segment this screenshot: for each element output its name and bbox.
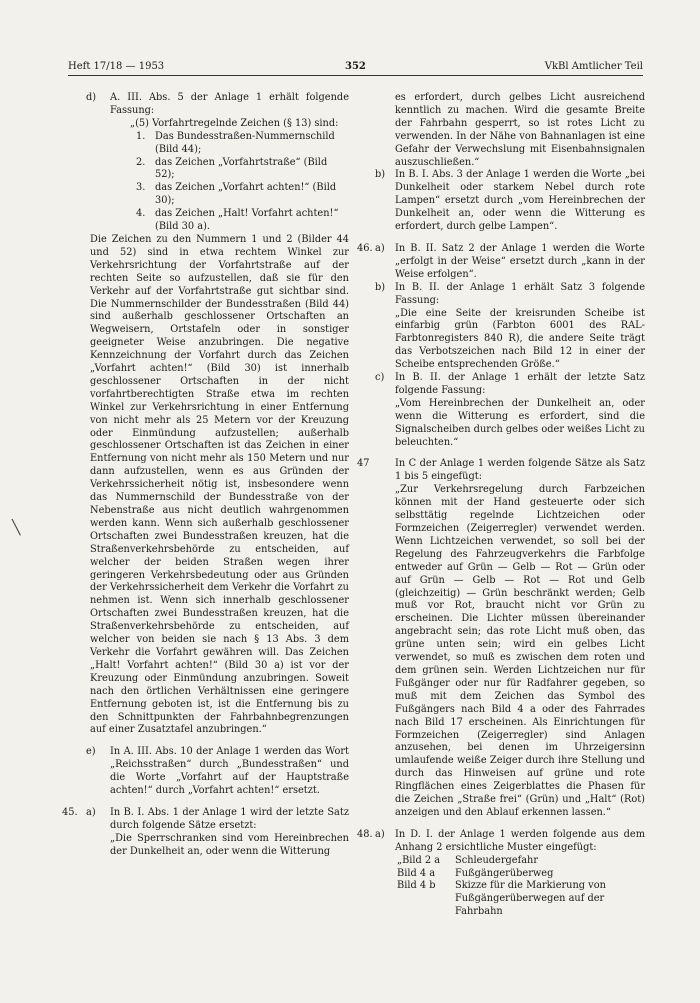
section-47-text: In C der Anlage 1 werden folgende Sätze als Satz 1 bis 5 eingefügt: <box>395 458 645 483</box>
item-d <box>62 92 349 118</box>
item-e-text: In A. III. Abs. 10 der Anlage 1 werden das Wort „Reichsstraßen“ durch „Bundesstraßen“ und die Worte „Vorfahrt auf der Hauptstraße achten!“ durch „Vorfahrt achten!“ ersetzt. <box>110 746 349 797</box>
left-column <box>62 92 349 859</box>
list-item: 4. das Zeichen „Halt! Vorfahrt achten!“ (Bild 30 a). <box>136 208 339 233</box>
section-48-number: 48. <box>357 828 373 840</box>
section-48 <box>357 829 645 855</box>
item-46a-text: In B. II. Satz 2 der Anlage 1 werden die Worte „erfolgt in der Weise“ ersetzt durch „kann in der Weise erfolgen“. <box>395 242 645 280</box>
item-45b <box>357 169 645 234</box>
margin-mark: ╲ <box>12 520 21 536</box>
item-46b <box>357 282 645 308</box>
section-45-a-quote: „Die Sperrschranken sind vom Hereinbrechen der Dunkelheit an, oder wenn die Witterung <box>110 832 349 857</box>
section-45-a-label: a) <box>86 806 96 818</box>
item-46b-quote: „Die eine Seite der kreisrunden Scheibe ist einfarbig grün (Farbton 6001 des RAL-Farbtonregisters 840 R), die andere Seite trägt das Verbotszeichen nach Bild 12 in einer der Scheibe entsprechenden Größe.“ <box>395 307 645 371</box>
section-46-number: 46. <box>357 242 373 254</box>
page-number: 352 <box>345 61 366 72</box>
list-item: 3. das Zeichen „Vorfahrt achten!“ (Bild 30); <box>136 182 337 207</box>
section-47-quote: „Zur Verkehrsregelung durch Farbzeichen können mit der Hand gesteuerte oder sich selbsttätig regelnde Lichtzeichen oder Formzeichen (Zeigerregler) verwendet werden. Wenn Lichtzeichen verwendet, so soll bei der Regelung des Fahrzeugverkehrs die Farbfolge entweder auf Grün — Gelb — Rot — Grün oder auf Grün — Gelb — Rot — Rot und Gelb (gleichzeitig) — Grün beschränkt werden; Gelb muß vor Rot, braucht nicht vor Grün zu erscheinen. Die Lichter müssen übereinander angebracht sein; das rote Licht muß oben, das grüne unten sein; wird ein gelbes Licht verwendet, so muß es zwischen dem roten und dem grünen sein. Werden Lichtzeichen nur für Fußgänger oder nur für Radfahrer gegeben, so muß mit dem Zeichen das Symbol des Fußgängers nach Bild 4 a oder des Fahrrades nach Bild 17 erscheinen. Als Einrichtungen für Formzeichen (Zeigerregler) sind Anlagen anzusehen, bei denen im Uhrzeigersinn umlaufende weiße Zeiger durch ihre Stellung und durch das Hinweisen auf grüne und rote Ringflächen eines Zeigerblattes die Phasen für die Zeichen „Straße frei“ (Grün) und „Halt“ (Rot) anzeigen und den Ablauf erkennen lassen.“ <box>395 484 645 818</box>
item-46c-label: c) <box>375 372 385 384</box>
item-e-label: e) <box>86 746 96 758</box>
list-item: Bild 4 a Fußgängerüberweg <box>397 867 554 879</box>
item-46c-quote: „Vom Hereinbrechen der Dunkelheit an, oder wenn die Witterung es erfordert, sind die Signalscheiben durch gelbes oder weißes Licht zu beleuchten.“ <box>395 397 645 448</box>
section-45 <box>62 807 349 833</box>
item-46a-label: a) <box>375 242 385 254</box>
item-d-intro: A. III. Abs. 5 der Anlage 1 erhält folgende Fassung: <box>110 92 349 116</box>
section-45-number: 45. <box>62 806 78 818</box>
item-45b-text: In B. I. Abs. 3 der Anlage 1 werden die Worte „bei Dunkelheit oder starkem Nebel durch rote Lampen“ ersetzt durch „vom Hereinbrechen der Dunkelheit an, oder wenn die Witterung es erfordert, durch gelbe Lampen“. <box>395 169 645 233</box>
item-46b-text: In B. II. der Anlage 1 erhält Satz 3 folgende Fassung: <box>395 281 645 306</box>
continuation-text: es erfordert, durch gelbes Licht ausreichend kenntlich zu machen. Wird die gesamte Breite der Fahrbahn gesperrt, so ist rotes Licht zu verwenden. In der Nähe von Bahnanlagen ist eine Gefahr der Verwechslung mit Eisenbahnsignalen auszuschließen.“ <box>395 92 645 168</box>
list-item: 2. das Zeichen „Vorfahrtstraße“ (Bild 52); <box>136 156 328 181</box>
item-e <box>62 746 349 798</box>
list-item: 1. Das Bundesstraßen-Nummernschild (Bild 44); <box>136 130 335 155</box>
section-47-number: 47 <box>357 458 370 470</box>
item-46c <box>357 372 645 398</box>
issue-label: Heft 17/18 — 1953 <box>68 61 165 72</box>
item-48a-label: a) <box>375 828 385 840</box>
section-46 <box>357 243 645 282</box>
section-47 <box>357 458 645 484</box>
list-item: Bild 4 b Skizze für die Markierung von Fußgängerüberwegen auf der Fahrbahn <box>397 880 606 918</box>
item-d-label: d) <box>86 92 97 103</box>
item-d-quote: „(5) Vorfahrtregelnde Zeichen (§ 13) sind: <box>130 117 339 129</box>
right-column <box>357 92 645 919</box>
item-d-body: Die Zeichen zu den Nummern 1 und 2 (Bilder 44 und 52) sind in etwa rechtem Winkel zur Verkehrsrichtung der Vorfahrtstraße auf der rechten Seite so aufzustellen, daß sie für den Verkehr auf der Vorfahrtstraße gut sichtbar sind. Die Nummernschilder der Bundesstraßen (Bild 44) sind außerhalb geschlossener Ortschaften an Wegweisern, Ortstafeln oder in sonstiger geeigneter Weise anzubringen. Die negative Kennzeichnung der Vorfahrt durch das Zeichen „Vorfahrt achten!“ (Bild 30) ist innerhalb geschlossener Ortschaften in der nicht vorfahrtberechtigten Straße etwa im rechten Winkel zur Verkehrsrichtung in einer Entfernung von nicht mehr als 25 Metern vor der Kreuzung oder Einmündung aufzustellen; außerhalb geschlossener Ortschaften ist das Zeichen in einer Entfernung von nicht mehr als 150 Metern und nur dann aufzustellen, wenn es aus Gründen der Verkehrssicherheit nötig ist, insbesondere wenn das Nummernschild der Bundesstraße von der Nebenstraße aus nicht deutlich wahrgenommen werden kann. Wenn sich außerhalb geschlossener Ortschaften zwei Bundesstraßen kreuzen, hat die Straßenverkehrsbehörde zu entscheiden, auf welcher der beiden Straßen wegen ihrer geringeren Verkehrsbedeutung oder aus Gründen der Verkehrssicherheit dem Verkehr die Vorfahrt zu nehmen ist. Wenn sich innerhalb geschlossener Ortschaften zwei Bundesstraßen kreuzen, hat die Straßenverkehrsbehörde zu entscheiden, auf welcher von beiden sie nach § 13 Abs. 3 dem Verkehr die Vorfahrt gewähren will. Das Zeichen „Halt! Vorfahrt achten!“ (Bild 30 a) ist vor der Kreuzung oder Einmündung anzubringen. Soweit nach den örtlichen Verhältnissen eine geringere Entfernung geboten ist, ist die Entfernung bis zu den Schnittpunkten der Fahrbahnbegrenzungen auf einer Zusatztafel anzubringen.“ <box>90 233 349 736</box>
list-item: „Bild 2 a Schleudergefahr <box>397 854 539 866</box>
item-48a-text: In D. I. der Anlage 1 werden folgende aus dem Anhang 2 ersichtliche Muster eingefügt: <box>395 828 645 853</box>
publication-label: VkBl Amtlicher Teil <box>544 61 643 72</box>
running-header <box>68 61 643 76</box>
item-46c-text: In B. II. der Anlage 1 erhält der letzte Satz folgende Fassung: <box>395 372 645 396</box>
item-45b-label: b) <box>375 169 386 181</box>
item-46b-label: b) <box>375 281 386 293</box>
section-45-a-text: In B. I. Abs. 1 der Anlage 1 wird der letzte Satz durch folgende Sätze ersetzt: <box>110 806 349 831</box>
